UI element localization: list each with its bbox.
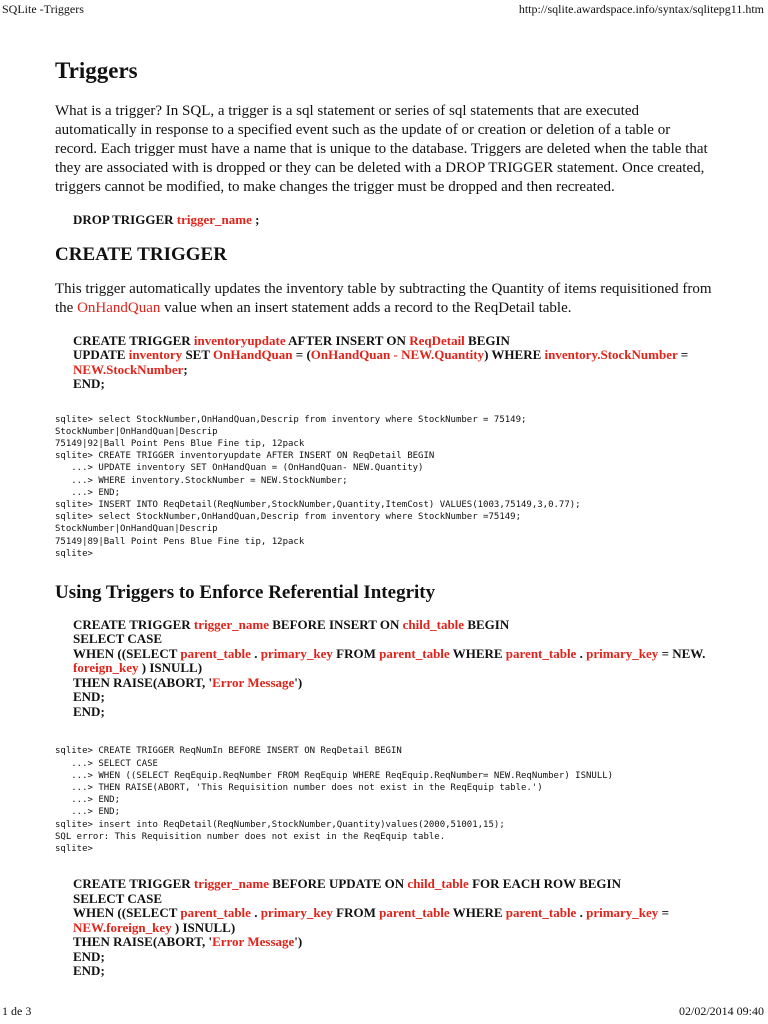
intro-paragraph: What is a trigger? In SQL, a trigger is a sql statement or series of sql statements that are executed automatically in response to a specified event such as the update of or creation or deletion of a table or record. Each trigger must have a name that is unique to the database. Triggers are deleted when the table that they are associated with is dropped or they can be deleted with a DROP TRIGGER statement. Once created, triggers cannot be modified, to make changes the trigger must be dropped and then recreated.	[55, 103, 708, 195]
terminal-line: sqlite> insert into ReqDetail(ReqNumber,StockNumber,Quantity)values(2000,51001,15);	[55, 819, 505, 830]
code-token: UPDATE	[73, 347, 129, 362]
code-line: END;	[73, 703, 105, 719]
code-token: = NEW.	[658, 645, 706, 661]
page-url-header: http://sqlite.awardspace.info/syntax/sqlitepg11.htm	[518, 2, 764, 16]
print-datetime: 02/02/2014 09:40	[678, 1004, 764, 1018]
code-line	[55, 921, 715, 936]
print-footer	[2, 1004, 764, 1020]
code-token: primary_key	[260, 645, 333, 661]
code-token: ')	[294, 674, 303, 690]
terminal-line: ...> END;	[71, 795, 121, 806]
code-token: ')	[294, 934, 303, 950]
terminal-line: sqlite> select StockNumber,OnHandQuan,Descrip from inventory where StockNumber = 75149;	[55, 414, 527, 425]
insert-trigger-code	[55, 618, 715, 720]
drop-keyword: DROP TRIGGER	[73, 212, 177, 227]
code-token: ) ISNULL)	[171, 919, 236, 935]
code-line	[55, 647, 715, 662]
code-token: FROM	[332, 645, 380, 661]
code-token: .	[576, 645, 587, 661]
code-token: CREATE TRIGGER	[73, 332, 194, 348]
code-line	[55, 363, 715, 378]
code-token: .	[250, 905, 261, 921]
code-token: CREATE TRIGGER	[73, 616, 194, 632]
page-title-header: SQLite -Triggers	[2, 2, 84, 16]
terminal-line: ...> WHEN ((SELECT ReqEquip.ReqNumber FROM ReqEquip WHERE ReqEquip.ReqNumber= NEW.ReqNumber) ISNULL)	[71, 770, 614, 781]
create-trigger-code	[55, 334, 715, 392]
terminal-line: sqlite> select StockNumber,OnHandQuan,Descrip from inventory where StockNumber =75149;	[55, 512, 521, 523]
update-trigger-code	[55, 877, 715, 979]
terminal-line: ...> END;	[71, 807, 121, 818]
code-token: WHERE	[449, 645, 506, 661]
code-line	[55, 661, 715, 676]
code-token: parent_table	[379, 905, 450, 921]
code-token: CREATE TRIGGER	[73, 876, 194, 892]
terminal-line: sqlite> CREATE TRIGGER ReqNumIn BEFORE INSERT ON ReqDetail BEGIN	[55, 746, 402, 757]
page-number: 1 de 3	[2, 1004, 32, 1018]
code-line	[55, 935, 715, 950]
code-token: inventory	[128, 347, 183, 362]
code-token: WHERE	[449, 905, 506, 921]
code-line	[55, 906, 715, 921]
code-token: NEW.StockNumber	[73, 361, 184, 377]
drop-semicolon: ;	[251, 212, 260, 227]
code-token: THEN RAISE(ABORT, '	[73, 934, 213, 950]
code-token: .	[576, 905, 587, 921]
code-token: ReqDetail	[409, 332, 465, 348]
code-token: inventoryupdate	[193, 332, 286, 348]
code-line: END;	[73, 963, 105, 979]
code-token: WHEN ((SELECT	[73, 905, 181, 921]
code-token: inventory.StockNumber	[544, 347, 678, 362]
code-token: BEGIN	[464, 616, 510, 632]
code-line: END;	[73, 376, 105, 391]
terminal-line: sqlite> INSERT INTO ReqDetail(ReqNumber,StockNumber,Quantity,ItemCost) VALUES(1003,75149,3,0.77);	[55, 499, 581, 510]
code-token: FROM	[332, 905, 380, 921]
code-token: FOR EACH ROW BEGIN	[468, 876, 621, 892]
code-token: parent_table	[180, 645, 251, 661]
code-token: primary_key	[586, 905, 659, 921]
terminal-line: StockNumber|OnHandQuan|Descrip	[55, 426, 218, 437]
code-token: ) WHERE	[484, 347, 545, 362]
code-token: Error Message	[212, 934, 295, 950]
code-token: NEW.	[73, 919, 107, 935]
terminal-line: 75149|92|Ball Point Pens Blue Fine tip, 12pack	[55, 438, 305, 449]
code-line: END;	[73, 948, 105, 964]
drop-trigger-syntax	[55, 213, 715, 228]
code-token: parent_table	[180, 905, 251, 921]
terminal-line: sqlite>	[55, 548, 93, 559]
code-token: ) ISNULL)	[138, 660, 203, 676]
code-token: parent_table	[505, 645, 577, 661]
drop-trigger-name: trigger_name	[176, 212, 252, 227]
code-token: THEN RAISE(ABORT, '	[73, 674, 213, 690]
terminal-line: sqlite> CREATE TRIGGER inventoryupdate AFTER INSERT ON ReqDetail BEGIN	[55, 451, 435, 462]
code-token: BEFORE UPDATE ON	[268, 876, 408, 892]
code-line	[55, 348, 715, 363]
code-token: parent_table	[505, 905, 577, 921]
code-token: WHEN ((SELECT	[73, 645, 181, 661]
code-token: parent_table	[379, 645, 450, 661]
document-content	[55, 58, 715, 1005]
code-line	[55, 334, 715, 349]
code-token: .	[250, 645, 261, 661]
code-token: BEGIN	[464, 332, 510, 348]
section-heading-referential-integrity: Using Triggers to Enforce Referential Integrity	[55, 581, 436, 603]
terminal-line: ...> THEN RAISE(ABORT, 'This Requisition number does not exist in the ReqEquip table.')	[71, 783, 543, 794]
terminal-line: ...> END;	[71, 487, 121, 498]
highlight-onhandquan: OnHandQuan	[77, 299, 161, 316]
terminal-line: StockNumber|OnHandQuan|Descrip	[55, 524, 218, 535]
code-token: =	[658, 905, 669, 921]
code-token: AFTER INSERT ON	[285, 332, 410, 348]
code-token: Error Message	[212, 674, 295, 690]
terminal-line: ...> UPDATE inventory SET OnHandQuan = (OnHandQuan- NEW.Quantity)	[71, 463, 424, 474]
code-line: END;	[73, 689, 105, 705]
section-heading-create-trigger: CREATE TRIGGER	[55, 243, 227, 265]
code-token: primary_key	[586, 645, 659, 661]
paragraph-text: This trigger automatically updates the inventory table by subtracting the Quantity of items requisitioned from the	[55, 280, 712, 316]
sqlite-terminal-output-2	[55, 745, 715, 855]
code-token: ;	[183, 361, 188, 377]
code-token: OnHandQuan - NEW.Quantity	[310, 347, 485, 362]
print-header	[2, 2, 764, 18]
code-line	[55, 618, 715, 633]
terminal-line: SQL error: This Requisition number does not exist in the ReqEquip table.	[55, 831, 446, 842]
sqlite-terminal-output-1	[55, 414, 715, 560]
code-token: BEFORE INSERT ON	[268, 616, 403, 632]
create-trigger-paragraph	[55, 280, 715, 318]
code-line	[55, 676, 715, 691]
code-token: =	[677, 347, 689, 362]
code-line: SELECT CASE	[73, 890, 162, 906]
code-token: = (	[292, 347, 311, 362]
code-token: OnHandQuan	[213, 347, 293, 362]
code-token: trigger_name	[193, 876, 269, 892]
code-token: trigger_name	[193, 616, 269, 632]
code-token: primary_key	[260, 905, 333, 921]
code-token: child_table	[407, 876, 469, 892]
code-token: SET	[182, 347, 214, 362]
terminal-line: ...> WHERE inventory.StockNumber = NEW.StockNumber;	[71, 475, 348, 486]
terminal-line: 75149|89|Ball Point Pens Blue Fine tip, 12pack	[55, 536, 305, 547]
terminal-line: ...> SELECT CASE	[71, 758, 158, 769]
code-token: foreign_key	[106, 919, 172, 935]
code-line: SELECT CASE	[73, 631, 162, 647]
paragraph-text: value when an insert statement adds a record to the ReqDetail table.	[160, 299, 572, 316]
code-token: child_table	[402, 616, 465, 632]
code-token: foreign_key	[73, 660, 139, 676]
page-heading: Triggers	[55, 58, 138, 83]
terminal-line: sqlite>	[55, 844, 93, 855]
code-line	[55, 877, 715, 892]
